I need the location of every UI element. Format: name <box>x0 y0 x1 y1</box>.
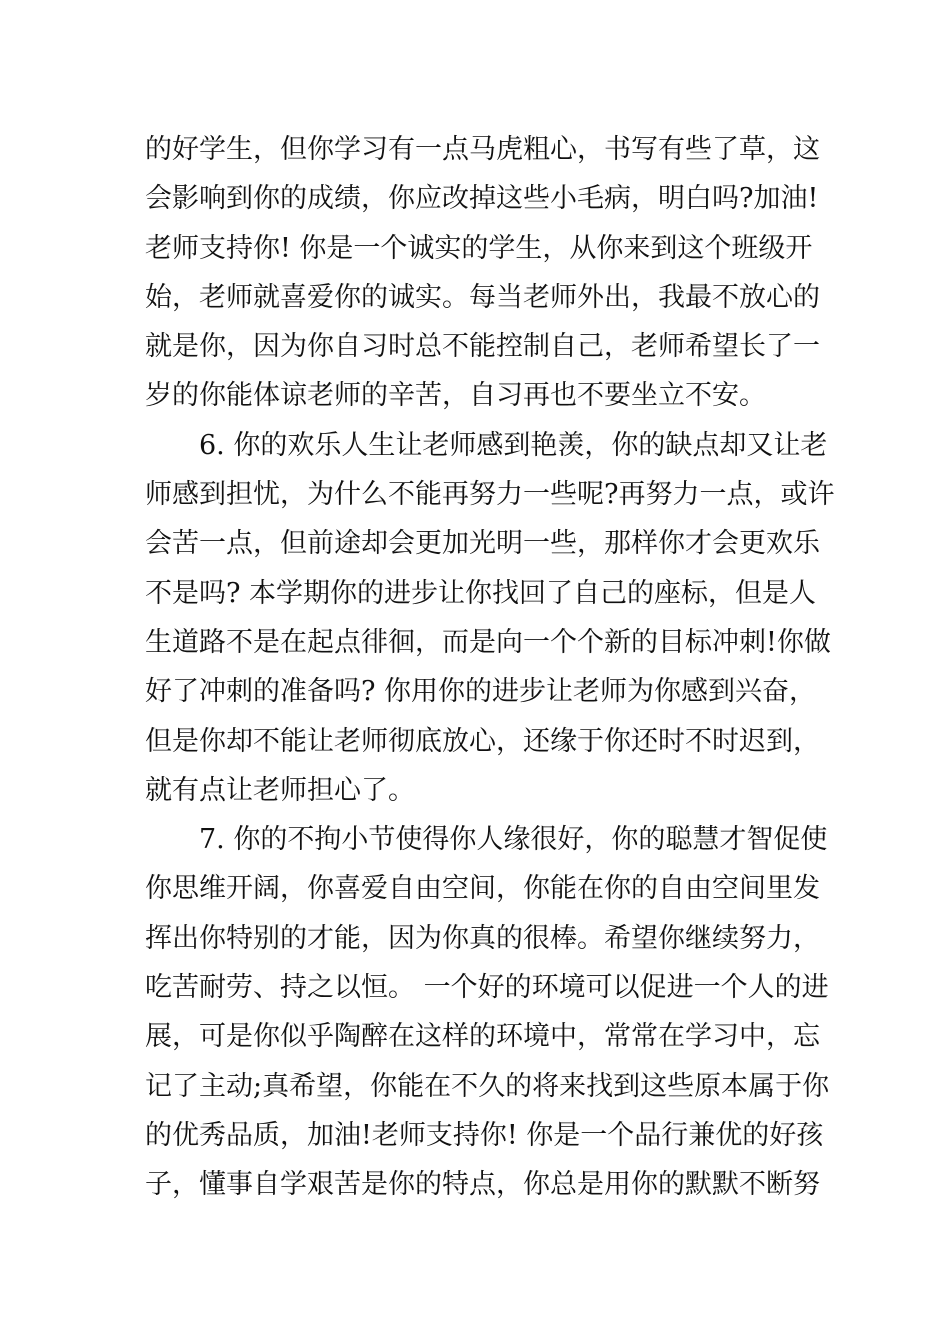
text-line: 展，可是你似乎陶醉在这样的环境中，常常在学习中，忘 <box>145 1021 820 1053</box>
text-line: 会影响到你的成绩，你应改掉这些小毛病，明白吗?加油! <box>145 183 819 215</box>
paragraph-7-start: 7. 你的不拘小节使得你人缘很好，你的聪慧才智促使 <box>199 824 828 856</box>
text-line: 的优秀品质，加油!老师支持你! 你是一个品行兼优的好孩 <box>145 1119 824 1151</box>
text-line: 的好学生，但你学习有一点马虎粗心，书写有些了草，这 <box>145 134 820 165</box>
text-line: 但是你却不能让老师彻底放心，还缘于你还时不时迟到， <box>145 725 820 757</box>
text-line: 你思维开阔，你喜爱自由空间，你能在你的自由空间里发 <box>145 873 820 905</box>
body-text <box>145 125 835 1210</box>
text-line: 挥出你特别的才能，因为你真的很棒。希望你继续努力， <box>145 922 820 954</box>
text-line: 生道路不是在起点徘徊，而是向一个个新的目标冲刺!你做 <box>145 626 831 658</box>
text-line: 吃苦耐劳、持之以恒。 一个好的环境可以促进一个人的进 <box>145 972 829 1004</box>
text-line: 老师支持你! 你是一个诚实的学生，从你来到这个班级开 <box>145 232 813 264</box>
text-line: 就有点让老师担心了。 <box>145 774 415 806</box>
text-line: 会苦一点，但前途却会更加光明一些，那样你才会更欢乐 <box>145 528 820 560</box>
text-line: 岁的你能体谅老师的辛苦，自习再也不要坐立不安。 <box>145 380 766 412</box>
text-line: 好了冲刺的准备吗? 你用你的进步让老师为你感到兴奋， <box>145 676 817 708</box>
text-line: 始，老师就喜爱你的诚实。每当老师外出，我最不放心的 <box>145 281 820 313</box>
paragraph-6-start: 6. 你的欢乐人生让老师感到艳羡，你的缺点却又让老 <box>199 429 828 461</box>
text-line: 就是你，因为你自习时总不能控制自己，老师希望长了一 <box>145 331 820 363</box>
text-line: 子，懂事自学艰苦是你的特点，你总是用你的默默不断努 <box>145 1169 820 1201</box>
text-line: 不是吗? 本学期你的进步让你找回了自己的座标，但是人 <box>145 577 817 609</box>
text-line: 师感到担忧，为什么不能再努力一些呢?再努力一点，或许 <box>145 479 835 511</box>
text-line: 记了主动;真希望，你能在不久的将来找到这些原本属于你 <box>145 1070 830 1102</box>
